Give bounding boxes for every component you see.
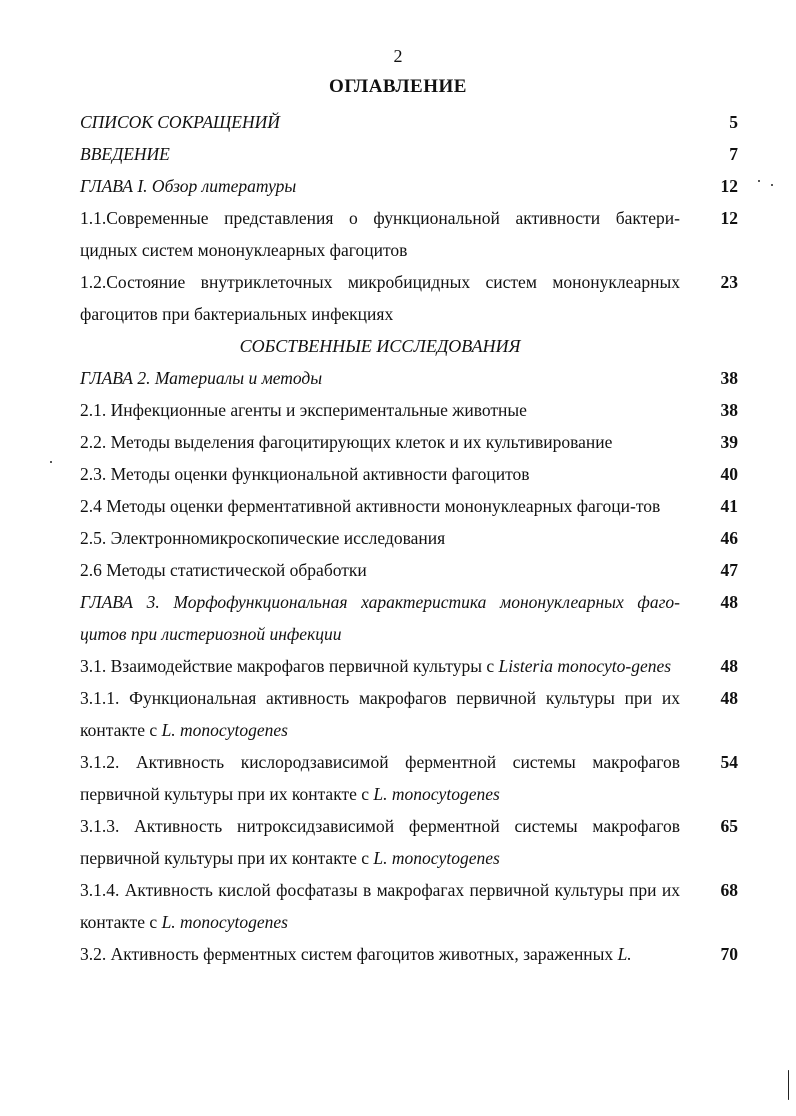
toc-entry-species-name: L. monocytogenes	[161, 912, 288, 932]
toc-entry-page: 38	[720, 368, 738, 388]
toc-entry-species-name: L. monocytogenes	[161, 720, 288, 740]
toc-entry-2-4	[80, 490, 742, 522]
toc-entry-page: 48	[720, 688, 738, 708]
toc-entry-page: 40	[720, 464, 738, 484]
toc-entry-text: ГЛАВА 3. Морфофункциональная характеристика мононуклеарных фаго-цитов при листериозной инфекции	[80, 592, 680, 644]
toc-entry-3-1-3	[80, 810, 742, 874]
toc-entry-text: ГЛАВА 2. Материалы и методы	[80, 368, 323, 388]
toc-entry-page: 12	[720, 208, 738, 228]
toc-entry-page: 68	[720, 880, 738, 900]
toc-entry-1-1	[80, 202, 742, 266]
page-number: 2	[393, 46, 403, 66]
toc-entry-3-1-1	[80, 682, 742, 746]
toc-entry-page: 5	[729, 112, 738, 132]
toc-entry-introduction	[80, 138, 742, 170]
section-heading: СОБСТВЕННЫЕ ИССЛЕДОВАНИЯ	[239, 336, 521, 356]
toc-entry-text	[80, 938, 680, 970]
toc-entry-text-prefix: 3.1.3. Активность нитроксидзависимой ферментной системы макрофагов первичной культуры при их контакте с	[80, 816, 680, 868]
toc-entry-page: 38	[720, 400, 738, 420]
toc-entry-page: 70	[720, 944, 738, 964]
toc-entry-page: 46	[720, 528, 738, 548]
toc-entry-page: 23	[720, 272, 738, 292]
toc-entry-text	[80, 874, 680, 938]
toc-entry-page: 41	[720, 496, 738, 516]
toc-entry-text: 1.1.Современные представления о функциональной активности бактери-цидных систем мононуклеарных фагоцитов	[80, 208, 680, 260]
page-title: ОГЛАВЛЕНИЕ	[329, 76, 467, 97]
toc-entry-chapter-2	[80, 362, 742, 394]
toc-entry-text: 2.3. Методы оценки функциональной активности фагоцитов	[80, 464, 530, 484]
toc-entry-2-1	[80, 394, 742, 426]
toc-entry-2-3	[80, 458, 742, 490]
toc-entry-chapter-3	[80, 586, 742, 650]
toc-entry-text: 2.6 Методы статистической обработки	[80, 560, 367, 580]
toc-entry-text: 2.2. Методы выделения фагоцитирующих клеток и их культивирование	[80, 432, 613, 452]
toc-entry-text	[80, 746, 680, 810]
toc-entry-3-1	[80, 650, 742, 682]
toc-entry-text-prefix: 3.1. Взаимодействие макрофагов первичной культуры с	[80, 656, 499, 676]
toc-entry-text: 1.2.Состояние внутриклеточных микробицидных систем мононуклеарных фагоцитов при бактериальных инфекциях	[80, 272, 680, 324]
toc-entry-text: 2.1. Инфекционные агенты и экспериментальные животные	[80, 400, 527, 420]
toc-entry-text: СПИСОК СОКРАЩЕНИЙ	[80, 112, 280, 132]
toc-entry-species-name: Listeria monocyto-genes	[498, 656, 672, 676]
toc-entry-text	[80, 810, 680, 874]
scan-edge-mark	[788, 1070, 789, 1100]
toc-entry-2-6	[80, 554, 742, 586]
table-of-contents	[80, 106, 742, 970]
toc-entry-text: 2.4 Методы оценки ферментативной активности мононуклеарных фагоци-тов	[80, 496, 661, 516]
toc-entry-text: ГЛАВА I. Обзор литературы	[80, 176, 297, 196]
toc-entry-text-prefix: 3.1.4. Активность кислой фосфатазы в макрофагах первичной культуры при их контакте с	[80, 880, 680, 932]
toc-entry-text: 2.5. Электронномикроскопические исследования	[80, 528, 446, 548]
toc-entry-page: 48	[720, 656, 738, 676]
scan-speck	[50, 461, 52, 463]
toc-entry-2-2	[80, 426, 742, 458]
toc-entry-text-prefix: 3.1.1. Функциональная активность макрофагов первичной культуры при их контакте с	[80, 688, 680, 740]
toc-entry-abbreviations	[80, 106, 742, 138]
toc-entry-text	[80, 650, 680, 682]
toc-entry-species-name: L. monocytogenes	[373, 784, 500, 804]
toc-entry-page: 54	[720, 752, 738, 772]
toc-entry-page: 48	[720, 592, 738, 612]
toc-entry-text	[80, 682, 680, 746]
toc-entry-page: 12	[720, 176, 738, 196]
toc-entry-page: 47	[720, 560, 738, 580]
scan-speck	[771, 184, 773, 186]
toc-entry-species-name: L.	[617, 944, 632, 964]
toc-entry-page: 7	[729, 144, 738, 164]
toc-entry-2-5	[80, 522, 742, 554]
toc-entry-chapter-1	[80, 170, 742, 202]
scan-speck	[758, 180, 760, 182]
toc-entry-1-2	[80, 266, 742, 330]
toc-entry-text: ВВЕДЕНИЕ	[80, 144, 170, 164]
toc-entry-text-prefix: 3.1.2. Активность кислородзависимой ферментной системы макрофагов первичной культуры при их контакте с	[80, 752, 680, 804]
toc-entry-page: 39	[720, 432, 738, 452]
toc-entry-3-1-4	[80, 874, 742, 938]
toc-entry-species-name: L. monocytogenes	[373, 848, 500, 868]
toc-entry-3-1-2	[80, 746, 742, 810]
toc-entry-text-prefix: 3.2. Активность ферментных систем фагоцитов животных, зараженных	[80, 944, 618, 964]
toc-entry-3-2	[80, 938, 742, 970]
toc-entry-page: 65	[720, 816, 738, 836]
